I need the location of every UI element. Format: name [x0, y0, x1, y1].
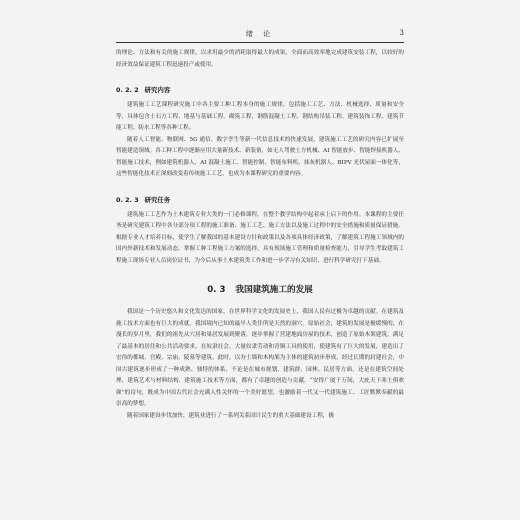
chapter-section-heading [116, 283, 404, 295]
section-title: 研究内容 [144, 86, 171, 94]
section-heading [116, 195, 404, 204]
paragraph: 建筑施工工艺作为土木建筑专业大类的一门必修课程，在整个教学结构中起着承上启下的作用。本课程的主要任务是研究建筑工程中各分部分项工程的施工准备、施工工艺、施工方法以及施工过程中的安全措施和质量保证措施。根据专业人才培养目标，使学生了解我国的基本建设方针和政策以及各项具体经济政策，了解建筑工程施工领域内的国内外新技术和发展动态，掌握工种工程施工方案的选择，具有现场施工管理和质量检查能力，引导学生考取建筑工程施工现场专业人员岗位证书，为今后从事土木建筑类工作和进一步学习有关知识，进行科学研究打下基础。 [116, 211, 404, 264]
section-number: 0. 2. 3 [116, 195, 139, 204]
paragraph: 建筑施工工艺课程研究施工中各主要工种工程本身的施工规律，包括施工工艺、方法、机械选择、质量和安全等，具体包含土石方工程、地基与基础工程、砌筑工程、钢筋混凝土工程、钢结构吊装工程、建筑装饰工程、建筑节能工程、防水工程等各种工程。 [116, 102, 404, 131]
section-heading [116, 85, 404, 94]
section-number: 0. 3 [207, 285, 226, 295]
paragraph: 随着人工智能、物联网、5G 通信、数字孪生等新一代信息技术的快速发展，建筑施工工艺的研究内容已扩展至智能建造领域。各工种工程中逐渐应用大量新技术、新装备，如无人驾驶土方机械、AI 智能放步、智能焊接机器人、智能施工技术，例如建筑机器人、AI 混凝土施工、智能控制、智能布料机、抹灰机器人、BIPV 光伏屋面一体化等，这些智能化技术正深刻改变着传统施工工艺，也成为本课程研究的重要内容。 [116, 136, 404, 177]
section-title: 研究任务 [144, 195, 171, 204]
running-header [116, 28, 404, 43]
paragraph: 的理论、方法和有关的施工规律，以求用最少的消耗取得最大的成果，全面而高效率地完成建筑安装工程，以较好的经济效益保证建筑工程迅速投产或使用。 [116, 50, 404, 68]
page-number: 3 [399, 29, 404, 37]
paragraph: 我国是一个历史悠久和文化发达的国家，在世界科学文化的发展史上，我国人民有过极为卓越的贡献。在建筑及施工技术方面也有巨大的成就。我国境内已知的最早人类住所是天然的洞穴。原始社会，建筑的发展是极缓慢的，在漫长的岁月里，我们的祖先从穴居和巢居发展到聚落，逐步掌握了营建地面房屋的技术，创造了原始木架建筑，满足了最基本的居住和公共活动要求。在奴隶社会，大量奴隶劳动和青铜工具的使用，使建筑有了巨大的发展，建造出了宏伟的都城、宫殿、宗庙、陵墓等建筑。此时，以夯土墙和木构架为主体的建筑初步形成。经过长期的封建社会，中国古建筑逐步形成了一种成熟、独特的体系，不论是在城市规划、建筑群、园林、民居等方面，还是在建筑空间处理、建筑艺术与材料结构、建筑施工技术等方面，都有了卓越的创造与贡献。“安得广厦千万间，大庇天下寒士俱欢颜”的诗句，既成为中国古代社会充满人性关怀的一个美好愿望，也激励着一代又一代建筑施工、工匠默默奉献的最崇高的梦想。 [116, 309, 404, 407]
section-number: 0. 2. 2 [116, 86, 139, 94]
paragraph: 随着国家建设步伐加快，建筑业进行了一系列关系国计民生的重大基础建设工程，极 [127, 412, 334, 419]
section-title: 我国建筑施工的发展 [235, 285, 313, 295]
running-title: 绪 论 [245, 30, 275, 38]
